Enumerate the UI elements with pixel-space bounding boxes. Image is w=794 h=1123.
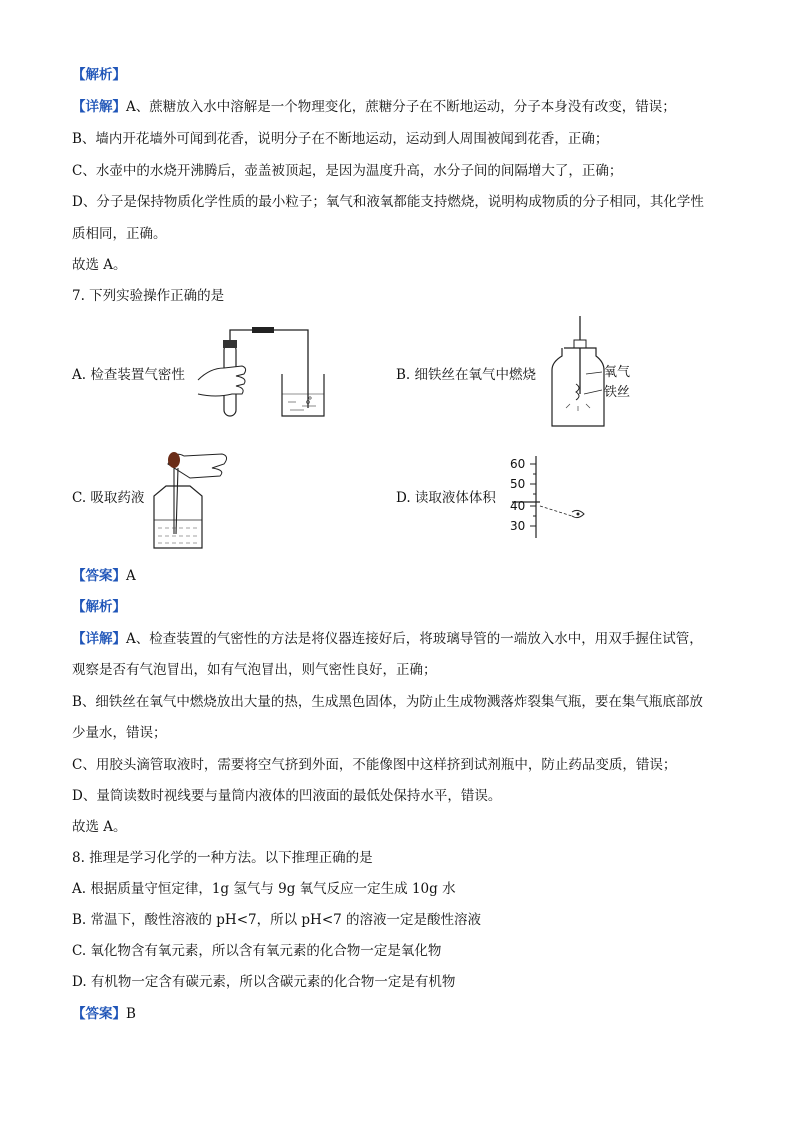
q7-option-b-label: B. 细铁丝在氧气中燃烧 [396,367,537,383]
conclusion-line: 故选 A。 [72,819,127,835]
question-7-stem: 7. 下列实验操作正确的是 [72,288,225,304]
detail-paragraph-line: 【详解】A、检查装置的气密性的方法是将仪器连接好后，将玻璃导管的一端放入水中，用双手握住试管， [72,631,703,647]
q7-option-c-label: C. 吸取药液 [72,490,145,506]
q7-option-d-label: D. 读取液体体积 [396,490,496,506]
detail-paragraph-line: 【详解】A、蔗糖放入水中溶解是一个物理变化，蔗糖分子在不断地运动，分子本身没有改变，错误； [72,99,676,115]
label-oxygen: 氧气 [604,365,631,380]
q8-option-d: D. 有机物一定含有碳元素，所以含碳元素的化合物一定是有机物 [72,974,456,990]
q8-option-a: A. 根据质量守恒定律，1g 氢气与 9g 氧气反应一定生成 10g 水 [72,881,456,897]
figure-iron-wire-combustion [540,314,670,432]
scale-label: 50 [510,477,526,491]
q8-option-c: C. 氧化物含有氧元素，所以含有氧元素的化合物一定是氧化物 [72,943,442,959]
detail-paragraph-line: D、分子是保持物质化学性质的最小粒子；氧气和液氧都能支持燃烧，说明构成物质的分子相同，其化学性 [72,194,704,210]
label-iron-wire: 铁丝 [604,385,631,400]
q7-option-a-label: A. 检查装置气密性 [72,367,185,383]
detail-paragraph-line: D、量筒读数时视线要与量筒内液体的凹液面的最低处保持水平，错误。 [72,788,502,804]
q7-answer: 【答案】A [72,568,136,584]
detail-paragraph-line: 观察是否有气泡冒出，如有气泡冒出，则气密性良好，正确； [72,662,437,678]
detail-paragraph-line: B、细铁丝在氧气中燃烧放出大量的热，生成黑色固体，为防止生成物溅落炸裂集气瓶，要在集气瓶底部放 [72,694,703,710]
scale-label: 30 [510,519,526,533]
figure-dropper-drawing-liquid [150,446,250,550]
figure-graduated-cylinder [500,454,600,540]
question-8-stem: 8. 推理是学习化学的一种方法。以下推理正确的是 [72,850,373,866]
analysis-tag: 【解析】 [72,67,126,83]
conclusion-line: 故选 A。 [72,257,127,273]
scale-label: 40 [510,499,526,513]
detail-paragraph-line: C、水壶中的水烧开沸腾后，壶盖被顶起，是因为温度升高，水分子间的间隔增大了，正确； [72,163,623,179]
detail-paragraph-line: 质相同，正确。 [72,226,167,242]
q8-answer: 【答案】B [72,1006,136,1022]
detail-paragraph-line: 少量水，错误； [72,725,167,741]
detail-paragraph-line: B、墙内开花墙外可闻到花香，说明分子在不断地运动，运动到人周围被闻到花香，正确； [72,131,609,147]
q7-analysis-tag: 【解析】 [72,599,126,615]
detail-paragraph-line: C、用胶头滴管取液时，需要将空气挤到外面，不能像图中这样挤到试剂瓶中，防止药品变质，错误； [72,757,677,773]
q8-option-b: B. 常温下，酸性溶液的 pH<7，所以 pH<7 的溶液一定是酸性溶液 [72,912,482,928]
scale-label: 60 [510,457,526,471]
figure-airtightness-check [196,322,326,422]
